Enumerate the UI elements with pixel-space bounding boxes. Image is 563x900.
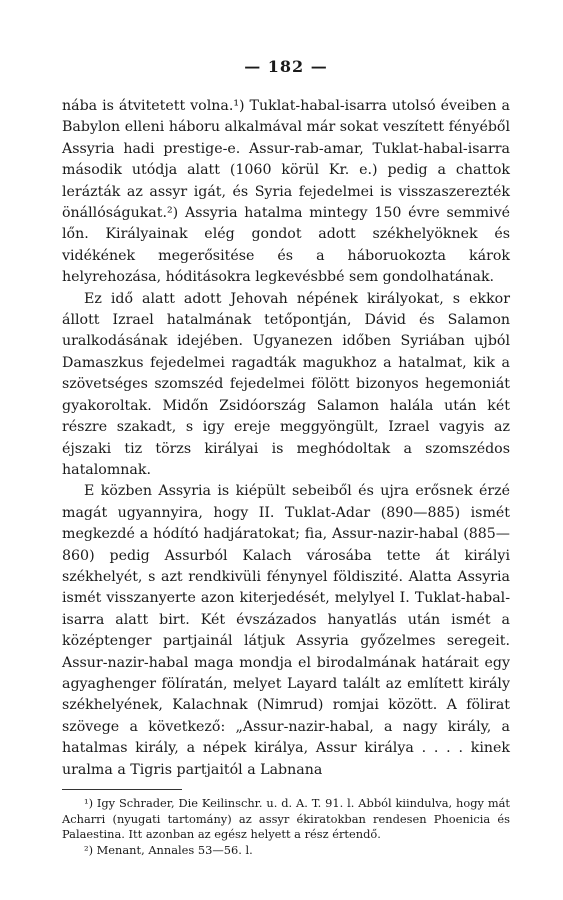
footnote-2: ²) Menant, Annales 53—56. l. bbox=[84, 842, 253, 857]
document-page bbox=[62, 58, 510, 858]
paragraph-2: Ez idő alatt adott Jehovah népének királyokat, s ekkor állott Izrael hatalmának tetőpontján, Dávid és Salamon uralkodásának idejében. Ugyanezen időben Syriában ujból Damaszkus fejedelmei ragadták magukhoz a hatalmat, kik a szövetséges szomszéd fejedelmei fölött bizonyos hegemoniát gyakoroltak. Midőn Zsidóország Salamon halála után két részre szakadt, s igy ereje meggyöngült, Izrael vagyis az éjszaki tiz törzs királyai is meghódoltak a szomszédos hatalomnak. bbox=[62, 290, 510, 478]
footnote-1: ¹) Igy Schrader, Die Keilinschr. u. d. A. T. 91. l. Abból kiindulva, hogy mát Acharri (nyugati tartomány) az assyr ékiratokban rendesen Phoenicia és Palaestina. Itt azonban az egész helyett a rész értendő. bbox=[62, 796, 510, 842]
footnote-divider bbox=[62, 789, 182, 790]
paragraph-1: nába is átvitetett volna.¹) Tuklat-habal-isarra utolsó éveiben a Babylon elleni háboru alkalmával már sokat veszített fényéből Assyria hadi prestige-e. Assur-rab-amar, Tuklat-habal-isarra második utódja alatt (1060 körül Kr. e.) pedig a chattok lerázták az assyr igát, és Syria fejedelmei is visszaszerezték önállóságukat.²) Assyria hatalma mintegy 150 évre semmivé lőn. Királyainak elég gondot adott székhelyöknek és vidékének megerősitése és a háboruokozta károk helyrehozása, hóditásokra legkevésbbé sem gondolhatának. bbox=[62, 98, 510, 286]
paragraph-3: E közben Assyria is kiépült sebeiből és ujra erősnek érzé magát ugyannyira, hogy II. Tuklat-Adar (890—885) ismét megkezdé a hódító hadjáratokat; fia, Assur-nazir-habal (885—860) pedig Assurból Kalach városába tette át királyi székhelyét, s azt rendkivüli fénynyel földiszité. Alatta Assyria ismét visszanyerte azon kiterjedését, melylyel I. Tuklat-habal-isarra alatt birt. Két évszázados hanyatlás után ismét a középtenger partjainál látjuk Assyria győzelmes seregeit. Assur-nazir-habal maga mondja el birodalmának határait egy agyaghenger fölíratán, melyet Layard talált az említett király székhelyének, Kalachnak (Nimrud) romjai között. A fölirat szövege a következő: „Assur-nazir-habal, a nagy király, a hatalmas király, a népek királya, Assur királya . . . . kinek uralma a Tigris partjaitól a Labnana bbox=[62, 483, 510, 778]
page-number: — 182 — bbox=[244, 57, 328, 76]
